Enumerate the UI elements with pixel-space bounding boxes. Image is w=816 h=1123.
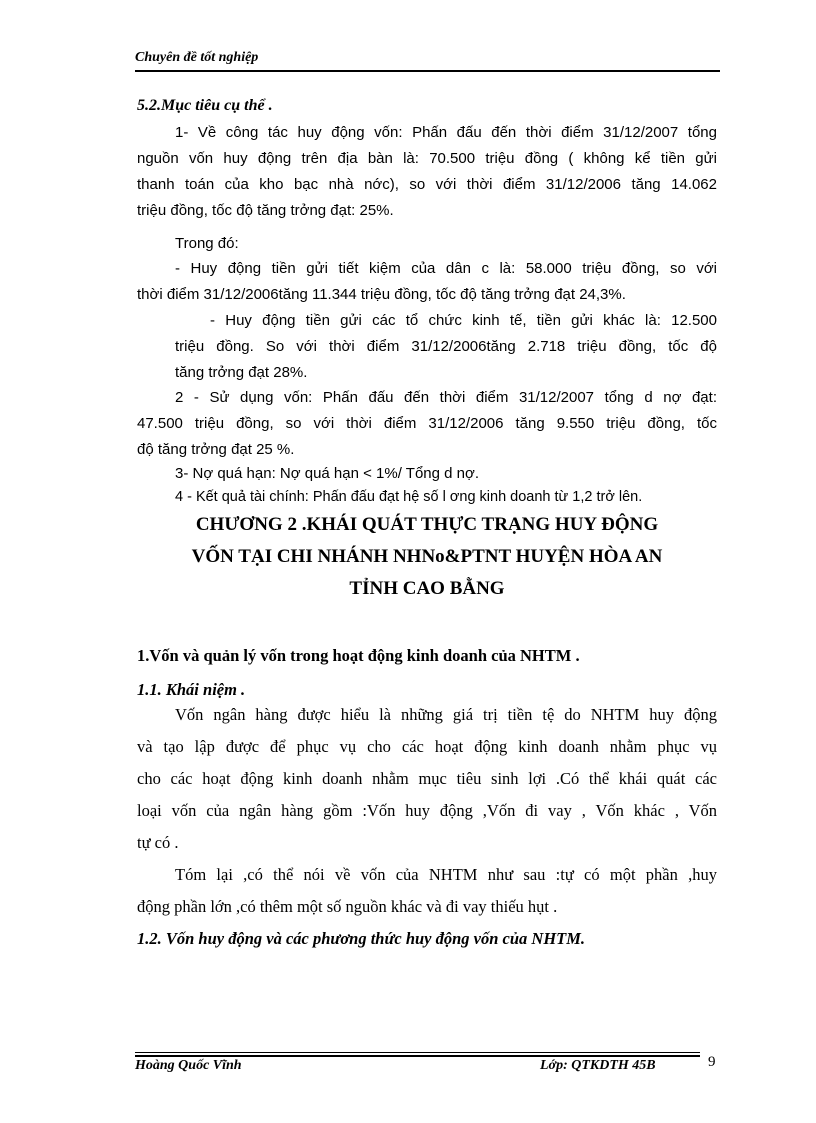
section-5-2-p3-line-3: tăng trởng đạt 28%.	[175, 364, 308, 381]
section-5-2-p1-line-2: nguồn vốn huy động trên địa bàn là: 70.500 triệu đồng ( không kể tiền gửi	[137, 150, 717, 167]
section-5-2-p3-line-1: - Huy động tiền gửi các tổ chức kinh tế, tiền gửi khác là: 12.500	[210, 312, 717, 329]
section-5-2-p4-line-2: 47.500 triệu đồng, so với thời điểm 31/12/2006 tăng 9.550 triệu đồng, tốc	[137, 415, 717, 432]
section-1-1-p2-line-2: động phần lớn ,có thêm một số nguồn khác và đi vay thiếu hụt .	[137, 897, 558, 916]
section-1-1-p1-line-4: loại vốn của ngân hàng gồm :Vốn huy động ,Vốn đi vay , Vốn khác , Vốn	[137, 801, 717, 820]
footer-class: Lớp: QTKDTH 45B	[540, 1058, 656, 1073]
footer-rule-thick	[135, 1055, 700, 1057]
chapter-title-line-2: VỐN TẠI CHI NHÁNH NHNo&PTNT HUYỆN HÒA AN	[191, 546, 663, 567]
section-5-2-p1-line-4: triệu đồng, tốc độ tăng trởng đạt: 25%.	[137, 202, 394, 219]
section-1-heading: 1.Vốn và quản lý vốn trong hoạt động kinh doanh của NHTM .	[137, 646, 580, 665]
footer-rule-thin	[135, 1052, 700, 1053]
running-header: Chuyên đề tốt nghiệp	[135, 50, 259, 65]
trong-do-label: Trong đó:	[175, 235, 239, 252]
section-5-2-heading: 5.2.Mục tiêu cụ thể .	[137, 97, 273, 114]
section-5-2-p5: 3- Nợ quá hạn: Nợ quá hạn < 1%/ Tổng d nợ.	[175, 465, 480, 482]
section-1-1-heading: 1.1. Khái niệm .	[137, 680, 246, 699]
header-rule	[135, 70, 720, 72]
section-5-2-p6: 4 - Kết quả tài chính: Phấn đấu đạt hệ số l ơng kinh doanh từ 1,2 trở lên.	[175, 489, 643, 505]
section-1-1-p1-line-3: cho các hoạt động kinh doanh nhằm mục tiêu sinh lợi .Có thể khái quát các	[137, 769, 717, 788]
section-5-2-p2-line-2: thời điểm 31/12/2006tăng 11.344 triệu đồng, tốc độ tăng trởng đạt 24,3%.	[137, 286, 626, 303]
section-5-2-p3-line-2: triệu đồng. So với thời điểm 31/12/2006tăng 2.718 triệu đồng, tốc độ	[175, 338, 717, 355]
section-1-1-p1-line-5: tự có .	[137, 833, 179, 852]
section-1-1-p1-line-1: Vốn ngân hàng được hiểu là những giá trị tiền tệ do NHTM huy động	[175, 705, 717, 724]
footer-author: Hoàng Quốc Vĩnh	[135, 1058, 242, 1073]
section-1-2-heading: 1.2. Vốn huy động và các phương thức huy động vốn của NHTM.	[137, 929, 586, 948]
section-5-2-p4-line-3: độ tăng trởng đạt 25 %.	[137, 441, 295, 458]
section-5-2-p2-line-1: - Huy động tiền gửi tiết kiệm của dân c là: 58.000 triệu đồng, so với	[175, 260, 717, 277]
section-1-1-p2-line-1: Tóm lại ,có thể nói về vốn của NHTM như sau :tự có một phần ,huy	[175, 865, 717, 884]
section-5-2-p1-line-3: thanh toán của kho bạc nhà nớc), so với thời điểm 31/12/2006 tăng 14.062	[137, 176, 717, 193]
chapter-title-line-3: TỈNH CAO BẰNG	[349, 578, 505, 599]
section-5-2-p1-line-1: 1- Về công tác huy động vốn: Phấn đấu đến thời điểm 31/12/2007 tổng	[175, 124, 717, 141]
section-5-2-p4-line-1: 2 - Sử dụng vốn: Phấn đấu đến thời điểm 31/12/2007 tổng d nợ đạt:	[175, 389, 717, 406]
chapter-title-line-1: CHƯƠNG 2 .KHÁI QUÁT THỰC TRẠNG HUY ĐỘNG	[195, 514, 659, 535]
section-1-1-p1-line-2: và tạo lập được để phục vụ cho các hoạt động kinh doanh nhằm phục vụ	[137, 737, 717, 756]
page-number: 9	[708, 1054, 716, 1070]
